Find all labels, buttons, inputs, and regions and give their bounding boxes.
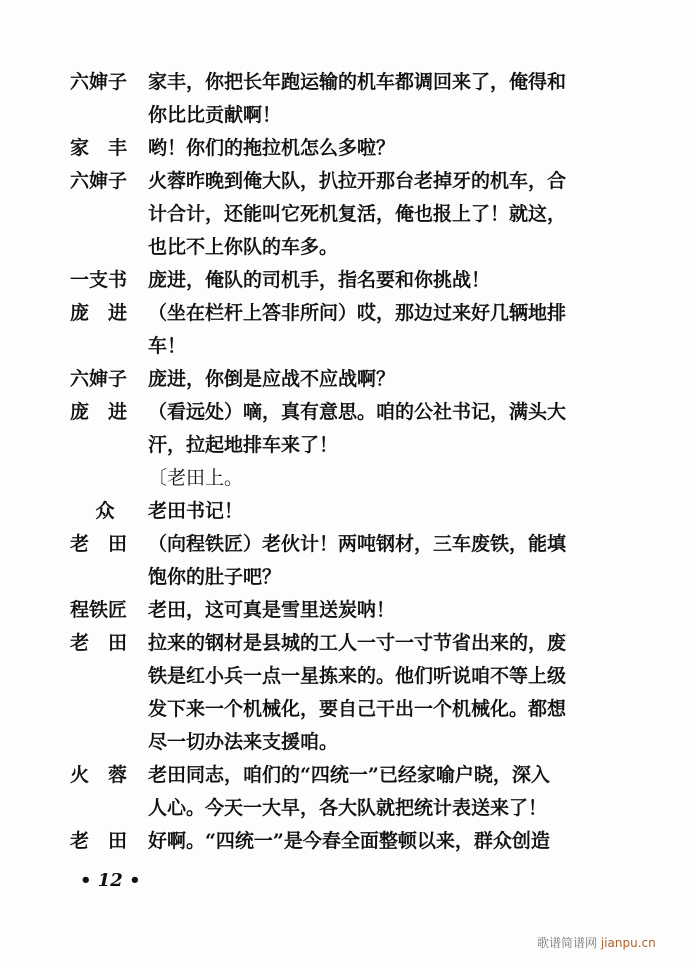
speaker-name: 家 丰 bbox=[70, 137, 128, 159]
dialogue-line: 计合计，还能叫它死机复活，俺也报上了！就这， bbox=[148, 203, 567, 225]
dialogue-line: （向程铁匠）老伙计！两吨钢材，三车废铁，能填 bbox=[148, 533, 567, 555]
watermark-url: jianpu.cn bbox=[600, 936, 656, 950]
dialogue-line: （坐在栏杆上答非所问）哎，那边过来好几辆地排 bbox=[148, 302, 567, 324]
dialogue-line: 尽一切办法来支援咱。 bbox=[148, 731, 339, 753]
speaker-name: 庞 进 bbox=[70, 401, 128, 423]
speaker-name: 老 田 bbox=[70, 632, 128, 654]
script-page bbox=[70, 66, 615, 858]
dialogue-entry bbox=[70, 495, 615, 528]
speaker-name: 六婶子 bbox=[70, 368, 128, 390]
dialogue-line: 铁是红小兵一点一星拣来的。他们听说咱不等上级 bbox=[148, 665, 567, 687]
dialogue-line: 哟！你们的拖拉机怎么多啦？ bbox=[148, 137, 396, 159]
speaker-name: 老 田 bbox=[70, 830, 128, 852]
dialogue-line: 人心。今天一大早，各大队就把统计表送来了！ bbox=[148, 797, 548, 819]
page-number: • 12 • bbox=[80, 870, 141, 891]
speaker-name: 一支书 bbox=[70, 269, 128, 291]
speaker-name: 庞 进 bbox=[70, 302, 128, 324]
stage-direction: 〔老田上。 bbox=[148, 467, 244, 489]
speaker-name: 火 蓉 bbox=[70, 764, 128, 786]
dialogue-entry bbox=[70, 297, 615, 363]
speaker-name: 六婶子 bbox=[70, 71, 128, 93]
dialogue-entry bbox=[70, 759, 615, 825]
speaker-name: 六婶子 bbox=[70, 170, 128, 192]
dialogue-line: 发下来一个机械化，要自己干出一个机械化。都想 bbox=[148, 698, 567, 720]
dialogue-line: 车！ bbox=[148, 335, 187, 357]
dialogue-line: 老田，这可真是雪里送炭呐！ bbox=[148, 599, 396, 621]
dialogue-line: 好啊。“四统一”是今春全面整顿以来，群众创造 bbox=[148, 830, 550, 852]
dialogue-line: 饱你的肚子吧？ bbox=[148, 566, 282, 588]
dialogue-line: （看远处）嘀，真有意思。咱的公社书记，满头大 bbox=[148, 401, 567, 423]
dialogue-entry bbox=[70, 363, 615, 396]
dialogue-line: 汗，拉起地排车来了！ bbox=[148, 434, 339, 456]
dialogue-entry bbox=[70, 627, 615, 759]
dialogue-entry bbox=[70, 594, 615, 627]
dialogue-line: 你比比贡献啊！ bbox=[148, 104, 282, 126]
dialogue-line: 老田同志，咱们的“四统一”已经家喻户晓，深入 bbox=[148, 764, 550, 786]
dialogue-entry bbox=[70, 132, 615, 165]
watermark-text: 歌谱简谱网 bbox=[537, 936, 598, 950]
dialogue-entry bbox=[70, 165, 615, 264]
dialogue-line: 也比不上你队的车多。 bbox=[148, 236, 339, 258]
speaker-name: 众 bbox=[95, 500, 115, 522]
speaker-name: 老 田 bbox=[70, 533, 128, 555]
dialogue-line: 庞进，你倒是应战不应战啊？ bbox=[148, 368, 396, 390]
stage-direction-entry bbox=[70, 462, 615, 495]
dialogue-line: 庞进，俺队的司机手，指名要和你挑战！ bbox=[148, 269, 491, 291]
dialogue-entry bbox=[70, 396, 615, 462]
dialogue-entry bbox=[70, 825, 615, 858]
dialogue-line: 火蓉昨晚到俺大队，扒拉开那台老掉牙的机车，合 bbox=[148, 170, 567, 192]
watermark bbox=[537, 934, 656, 951]
dialogue-line: 家丰，你把长年跑运输的机车都调回来了，俺得和 bbox=[148, 71, 567, 93]
dialogue-line: 老田书记！ bbox=[148, 500, 244, 522]
dialogue-entry bbox=[70, 528, 615, 594]
dialogue-entry bbox=[70, 66, 615, 132]
speaker-name: 程铁匠 bbox=[70, 599, 128, 621]
speaker-name bbox=[70, 462, 148, 495]
dialogue-line: 拉来的钢材是县城的工人一寸一寸节省出来的，废 bbox=[148, 632, 567, 654]
dialogue-entry bbox=[70, 264, 615, 297]
